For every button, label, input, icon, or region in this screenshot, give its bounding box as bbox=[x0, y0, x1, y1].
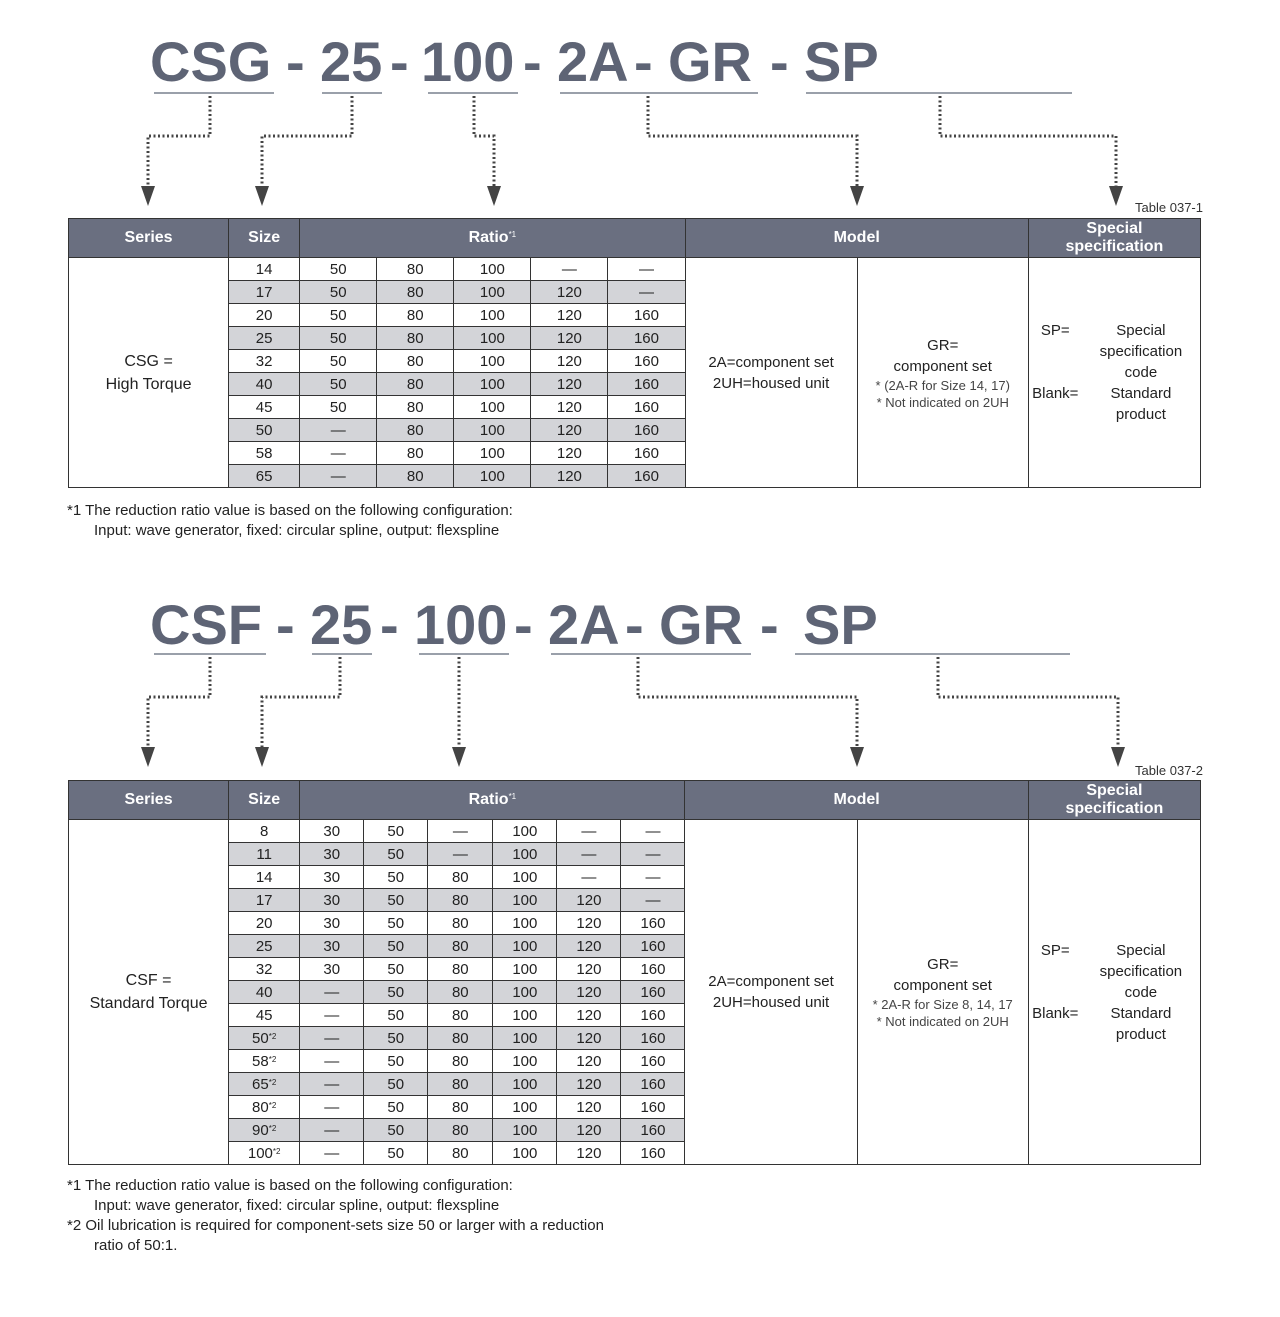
ratio-cell: 80 bbox=[428, 1119, 493, 1142]
size-cell: 17 bbox=[229, 889, 300, 912]
ratio-cell: 100 bbox=[493, 1073, 557, 1096]
header-ratio: Ratio$^{*1}$ bbox=[300, 219, 685, 258]
header-special-spec: Special specification bbox=[1028, 781, 1200, 820]
size-cell: 32 bbox=[229, 350, 300, 373]
table-label: Table 037-2 bbox=[1135, 763, 1203, 778]
ratio-cell: 100 bbox=[454, 304, 531, 327]
ratio-cell: 100 bbox=[493, 843, 557, 866]
ratio-cell: 120 bbox=[557, 912, 621, 935]
ratio-cell: 160 bbox=[608, 327, 685, 350]
ratio-cell: — bbox=[557, 866, 621, 889]
ratio-cell: 100 bbox=[493, 889, 557, 912]
ratio-cell: 80 bbox=[377, 281, 454, 304]
code-dash: - bbox=[770, 30, 789, 93]
ratio-cell: 120 bbox=[531, 304, 608, 327]
ratio-cell: 160 bbox=[621, 1050, 685, 1073]
ratio-cell: — bbox=[300, 981, 364, 1004]
header-size: Size bbox=[229, 219, 300, 258]
ratio-cell: 160 bbox=[608, 465, 685, 488]
ratio-cell: 120 bbox=[531, 465, 608, 488]
code-size: 25 bbox=[320, 30, 383, 93]
dotted-arrows bbox=[0, 563, 1280, 783]
ratio-cell: 160 bbox=[608, 373, 685, 396]
header-ratio: Ratio$^{*1}$ bbox=[300, 781, 685, 820]
ratio-cell: — bbox=[621, 820, 685, 843]
ratio-cell: 120 bbox=[531, 373, 608, 396]
spec-table-csg bbox=[68, 218, 1201, 488]
model-code-section-csf bbox=[0, 563, 1280, 1317]
code-size: 25 bbox=[310, 593, 373, 656]
ratio-cell: 30 bbox=[300, 912, 364, 935]
ratio-cell: 100 bbox=[454, 442, 531, 465]
size-cell: 50$^{*2}$ bbox=[229, 1027, 300, 1050]
ratio-cell: 100 bbox=[493, 1004, 557, 1027]
code-series: CSG bbox=[150, 30, 272, 93]
ratio-cell: 120 bbox=[531, 327, 608, 350]
footnote-1: *1 The reduction ratio value is based on the following configuration: Input: wave generator, fixed: circular spline, output: flexspline bbox=[67, 1177, 513, 1214]
ratio-cell: — bbox=[300, 442, 377, 465]
ratio-cell: 120 bbox=[557, 1027, 621, 1050]
ratio-cell: 50 bbox=[364, 1142, 428, 1165]
ratio-cell: 100 bbox=[493, 1119, 557, 1142]
ratio-cell: 100 bbox=[493, 958, 557, 981]
ratio-cell: 30 bbox=[300, 958, 364, 981]
ratio-cell: 50 bbox=[364, 1119, 428, 1142]
ratio-cell: 80 bbox=[377, 373, 454, 396]
ratio-cell: 50 bbox=[364, 1027, 428, 1050]
model-description: 2A=component set 2UH=housed unit bbox=[685, 820, 857, 1165]
ratio-cell: — bbox=[300, 1004, 364, 1027]
ratio-cell: 50 bbox=[300, 281, 377, 304]
size-cell: 14 bbox=[229, 258, 300, 281]
ratio-cell: — bbox=[300, 1073, 364, 1096]
ratio-cell: 50 bbox=[300, 350, 377, 373]
ratio-cell: 100 bbox=[454, 281, 531, 304]
special-spec-description: SP= Special specification code Blank= Standard product bbox=[1028, 258, 1200, 488]
ratio-cell: 120 bbox=[531, 350, 608, 373]
ratio-cell: 160 bbox=[621, 912, 685, 935]
size-cell: 90$^{*2}$ bbox=[229, 1119, 300, 1142]
ratio-cell: 50 bbox=[364, 889, 428, 912]
size-cell: 50 bbox=[229, 419, 300, 442]
header-size: Size bbox=[229, 781, 300, 820]
ratio-cell: 100 bbox=[454, 373, 531, 396]
ratio-cell: 100 bbox=[493, 1096, 557, 1119]
ratio-cell: 50 bbox=[364, 1004, 428, 1027]
ratio-cell: 120 bbox=[531, 281, 608, 304]
size-cell: 8 bbox=[229, 820, 300, 843]
footnotes bbox=[67, 1176, 604, 1256]
size-cell: 45 bbox=[229, 396, 300, 419]
ratio-cell: 50 bbox=[364, 912, 428, 935]
ratio-cell: 50 bbox=[300, 327, 377, 350]
code-ratio: 100 bbox=[414, 593, 508, 656]
ratio-cell: — bbox=[608, 281, 685, 304]
ratio-cell: 30 bbox=[300, 935, 364, 958]
table-label: Table 037-1 bbox=[1135, 200, 1203, 215]
ratio-cell: 80 bbox=[428, 912, 493, 935]
ratio-cell: — bbox=[531, 258, 608, 281]
footnote-2: *2 Oil lubrication is required for component-sets size 50 or larger with a reduction ratio of 50:1. bbox=[67, 1217, 604, 1254]
size-cell: 45 bbox=[229, 1004, 300, 1027]
header-model: Model bbox=[685, 219, 1028, 258]
ratio-cell: 120 bbox=[557, 1119, 621, 1142]
size-cell: 20 bbox=[229, 912, 300, 935]
ratio-cell: 160 bbox=[608, 419, 685, 442]
ratio-cell: 50 bbox=[364, 1050, 428, 1073]
ratio-cell: 120 bbox=[557, 1142, 621, 1165]
code-dash: - bbox=[625, 593, 644, 656]
code-dash: - bbox=[276, 593, 295, 656]
ratio-cell: 80 bbox=[377, 350, 454, 373]
footnote-1: *1 The reduction ratio value is based on the following configuration: Input: wave generator, fixed: circular spline, output: flexspline bbox=[67, 502, 513, 539]
size-cell: 25 bbox=[229, 327, 300, 350]
ratio-cell: 50 bbox=[364, 866, 428, 889]
ratio-cell: 160 bbox=[621, 1119, 685, 1142]
code-ratio: 100 bbox=[421, 30, 515, 93]
size-cell: 58$^{*2}$ bbox=[229, 1050, 300, 1073]
code-dash: - bbox=[760, 593, 779, 656]
ratio-cell: 120 bbox=[531, 419, 608, 442]
model-code-section-csg bbox=[0, 0, 1280, 560]
ratio-cell: 80 bbox=[428, 1050, 493, 1073]
ratio-cell: 80 bbox=[428, 981, 493, 1004]
ratio-cell: 80 bbox=[428, 1142, 493, 1165]
dotted-arrows bbox=[0, 0, 1280, 220]
ratio-cell: 120 bbox=[531, 442, 608, 465]
ratio-cell: 100 bbox=[493, 1142, 557, 1165]
ratio-cell: 160 bbox=[621, 1073, 685, 1096]
ratio-cell: — bbox=[300, 419, 377, 442]
ratio-cell: — bbox=[608, 258, 685, 281]
ratio-cell: 120 bbox=[557, 1050, 621, 1073]
ratio-cell: 120 bbox=[557, 1096, 621, 1119]
ratio-cell: 100 bbox=[454, 327, 531, 350]
ratio-cell: 100 bbox=[493, 981, 557, 1004]
code-model: 2A bbox=[548, 593, 620, 656]
header-model: Model bbox=[685, 781, 1028, 820]
ratio-cell: 100 bbox=[493, 820, 557, 843]
ratio-cell: 80 bbox=[377, 258, 454, 281]
ratio-cell: — bbox=[557, 820, 621, 843]
ratio-cell: 120 bbox=[557, 889, 621, 912]
ratio-cell: 80 bbox=[377, 465, 454, 488]
ratio-cell: 80 bbox=[428, 958, 493, 981]
series-description: CSF = Standard Torque bbox=[69, 820, 229, 1165]
ratio-cell: 100 bbox=[454, 396, 531, 419]
ratio-cell: 80 bbox=[428, 1073, 493, 1096]
ratio-cell: 100 bbox=[454, 419, 531, 442]
ratio-cell: 50 bbox=[300, 304, 377, 327]
ratio-cell: 30 bbox=[300, 843, 364, 866]
ratio-cell: 50 bbox=[364, 1073, 428, 1096]
size-cell: 14 bbox=[229, 866, 300, 889]
ratio-cell: — bbox=[300, 1142, 364, 1165]
ratio-cell: — bbox=[300, 1096, 364, 1119]
ratio-cell: 160 bbox=[621, 1027, 685, 1050]
ratio-cell: 160 bbox=[621, 1096, 685, 1119]
header-special-spec: Special specification bbox=[1028, 219, 1200, 258]
ratio-cell: — bbox=[300, 1027, 364, 1050]
size-cell: 25 bbox=[229, 935, 300, 958]
ratio-cell: 160 bbox=[608, 304, 685, 327]
ratio-cell: 30 bbox=[300, 866, 364, 889]
ratio-cell: 100 bbox=[493, 935, 557, 958]
table-header-row bbox=[69, 781, 1201, 820]
ratio-cell: 100 bbox=[454, 350, 531, 373]
ratio-cell: 160 bbox=[608, 442, 685, 465]
ratio-cell: 100 bbox=[454, 258, 531, 281]
code-model: 2A bbox=[557, 30, 629, 93]
header-series: Series bbox=[69, 219, 229, 258]
ratio-cell: — bbox=[300, 465, 377, 488]
ratio-cell: — bbox=[621, 866, 685, 889]
code-dash: - bbox=[286, 30, 305, 93]
footnotes bbox=[67, 501, 513, 541]
ratio-cell: 50 bbox=[364, 981, 428, 1004]
code-spec1: GR bbox=[659, 593, 743, 656]
ratio-cell: — bbox=[300, 1050, 364, 1073]
code-spec2: SP bbox=[803, 593, 878, 656]
ratio-cell: — bbox=[621, 843, 685, 866]
ratio-cell: 80 bbox=[377, 442, 454, 465]
ratio-cell: — bbox=[428, 820, 493, 843]
ratio-cell: — bbox=[300, 1119, 364, 1142]
ratio-cell: 100 bbox=[493, 866, 557, 889]
ratio-cell: 80 bbox=[428, 1004, 493, 1027]
ratio-cell: 80 bbox=[377, 304, 454, 327]
ratio-cell: 50 bbox=[300, 373, 377, 396]
ratio-cell: 30 bbox=[300, 820, 364, 843]
ratio-cell: — bbox=[428, 843, 493, 866]
ratio-cell: 160 bbox=[621, 958, 685, 981]
ratio-cell: 80 bbox=[428, 889, 493, 912]
ratio-cell: 80 bbox=[428, 1096, 493, 1119]
size-cell: 32 bbox=[229, 958, 300, 981]
ratio-cell: 80 bbox=[377, 327, 454, 350]
code-spec1: GR bbox=[668, 30, 752, 93]
ratio-cell: 80 bbox=[428, 935, 493, 958]
ratio-cell: 80 bbox=[377, 396, 454, 419]
size-cell: 65$^{*2}$ bbox=[229, 1073, 300, 1096]
ratio-cell: 120 bbox=[557, 1073, 621, 1096]
ratio-cell: 50 bbox=[364, 1096, 428, 1119]
ratio-cell: 160 bbox=[621, 935, 685, 958]
ratio-cell: 160 bbox=[621, 1004, 685, 1027]
size-cell: 80$^{*2}$ bbox=[229, 1096, 300, 1119]
spec-table-csf bbox=[68, 780, 1201, 1165]
code-dash: - bbox=[634, 30, 653, 93]
size-cell: 40 bbox=[229, 373, 300, 396]
ratio-cell: 50 bbox=[364, 935, 428, 958]
ratio-cell: — bbox=[557, 843, 621, 866]
ratio-cell: 120 bbox=[557, 1004, 621, 1027]
gr-description: GR= component set * 2A-R for Size 8, 14, 17 * Not indicated on 2UH bbox=[857, 820, 1028, 1165]
size-cell: 58 bbox=[229, 442, 300, 465]
size-cell: 20 bbox=[229, 304, 300, 327]
ratio-cell: 100 bbox=[493, 1027, 557, 1050]
code-dash: - bbox=[514, 593, 533, 656]
ratio-cell: 50 bbox=[300, 396, 377, 419]
ratio-cell: 80 bbox=[428, 866, 493, 889]
ratio-cell: 80 bbox=[428, 1027, 493, 1050]
ratio-cell: 50 bbox=[364, 820, 428, 843]
table-row bbox=[69, 820, 1201, 843]
size-cell: 11 bbox=[229, 843, 300, 866]
ratio-cell: 50 bbox=[300, 258, 377, 281]
header-series: Series bbox=[69, 781, 229, 820]
ratio-cell: 120 bbox=[557, 958, 621, 981]
ratio-cell: 120 bbox=[557, 935, 621, 958]
ratio-cell: 100 bbox=[493, 1050, 557, 1073]
ratio-cell: 160 bbox=[621, 981, 685, 1004]
code-series: CSF bbox=[150, 593, 262, 656]
ratio-cell: 50 bbox=[364, 958, 428, 981]
size-cell: 65 bbox=[229, 465, 300, 488]
ratio-cell: 30 bbox=[300, 889, 364, 912]
gr-description: GR= component set * (2A-R for Size 14, 17) * Not indicated on 2UH bbox=[857, 258, 1028, 488]
ratio-cell: 50 bbox=[364, 843, 428, 866]
code-spec2: SP bbox=[804, 30, 879, 93]
code-dash: - bbox=[390, 30, 409, 93]
table-header-row bbox=[69, 219, 1201, 258]
ratio-cell: 100 bbox=[493, 912, 557, 935]
ratio-cell: 80 bbox=[377, 419, 454, 442]
ratio-cell: 160 bbox=[621, 1142, 685, 1165]
table-row bbox=[69, 258, 1201, 281]
ratio-cell: 120 bbox=[531, 396, 608, 419]
size-cell: 17 bbox=[229, 281, 300, 304]
code-dash: - bbox=[380, 593, 399, 656]
ratio-cell: — bbox=[621, 889, 685, 912]
size-cell: 40 bbox=[229, 981, 300, 1004]
series-description: CSG = High Torque bbox=[69, 258, 229, 488]
model-description: 2A=component set 2UH=housed unit bbox=[685, 258, 857, 488]
size-cell: 100$^{*2}$ bbox=[229, 1142, 300, 1165]
code-dash: - bbox=[523, 30, 542, 93]
ratio-cell: 160 bbox=[608, 350, 685, 373]
ratio-cell: 100 bbox=[454, 465, 531, 488]
ratio-cell: 160 bbox=[608, 396, 685, 419]
special-spec-description: SP= Special specification code Blank= Standard product bbox=[1028, 820, 1200, 1165]
ratio-cell: 120 bbox=[557, 981, 621, 1004]
